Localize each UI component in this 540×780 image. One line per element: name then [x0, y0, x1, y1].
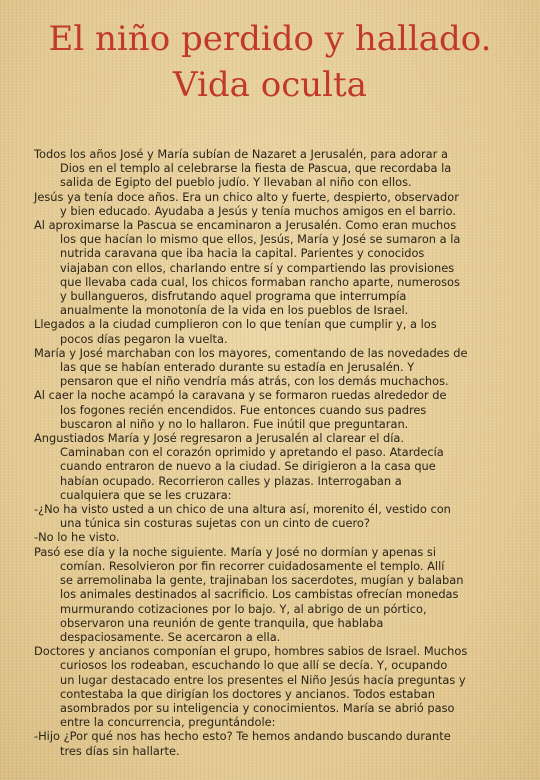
- title-line-2: Vida oculta: [173, 65, 367, 105]
- paragraph: Llegados a la ciudad cumplieron con lo que tenían que cumplir y, a los pocos días pegaron la vuelta.: [34, 317, 437, 346]
- dialogue-question: -Hijo ¿Por qué nos has hecho esto? Te hemos andando buscando durante tres días sin hallarte.: [34, 729, 451, 758]
- page-title: [0, 16, 540, 108]
- title-line-1: El niño perdido y hallado.: [48, 19, 492, 59]
- story-text: [34, 147, 510, 758]
- paragraph: Pasó ese día y la noche siguiente. María y José no dormían y apenas si comían. Resolvieron por fin recorrer cuidadosamente el templo. Allí se arremolinaba la gente, trajinaban los sacerdotes, mugían y balaban los animales destinados al sacrificio. Los cambistas ofrecían monedas murmurando cotizaciones por lo bajo. Y, al abrigo de un pórtico, observaron una reunión de gente tranquila, que hablaba despaciosamente. Se acercaron a ella.: [34, 544, 464, 644]
- paragraph: Doctores y ancianos componían el grupo, hombres sabios de Israel. Muchos curiosos los rodeaban, escuchando lo que allí se decía. Y, ocupando un lugar destacado entre los presentes el Niño Jesús hacía preguntas y contestaba la que dirigían los doctores y ancianos. Todos estaban asombrados por su inteligencia y conocimientos. María se abrió paso entre la concurrencia, preguntándole:: [34, 644, 468, 730]
- paragraph: Al caer la noche acampó la caravana y se formaron ruedas alrededor de los fogones recién encendidos. Fue entonces cuando sus padres buscaron al niño y no lo hallaron. Fue inútil que preguntaran.: [34, 388, 447, 431]
- dialogue-question: -¿No ha visto usted a un chico de una altura así, morenito él, vestido con una túnica sin costuras sujetas con un cinto de cuero?: [34, 502, 451, 531]
- paragraph: Todos los años José y María subían de Nazaret a Jerusalén, para adorar a Dios en el templo al celebrarse la fiesta de Pascua, que recordaba la salida de Egipto del pueblo judío. Y llevaban al niño con ellos.: [34, 147, 452, 190]
- paragraph: Angustiados María y José regresaron a Jerusalén al clarear el día. Caminaban con el corazón oprimido y apretando el paso. Atardecía cuando entraron de nuevo a la ciudad. Se dirigieron a la casa que habían ocupado. Recorrieron calles y plazas. Interrogaban a cualquiera que se les cruzara:: [34, 431, 444, 502]
- dialogue-answer: -No lo he visto.: [34, 530, 120, 545]
- paragraph: Jesús ya tenía doce años. Era un chico alto y fuerte, despierto, observador y bien educado. Ayudaba a Jesús y tenía muchos amigos en el barrio.: [34, 189, 459, 218]
- paragraph: Al aproximarse la Pascua se encaminaron a Jerusalén. Como eran muchos los que hacían lo mismo que ellos, Jesús, María y José se sumaron a la nutrida caravana que iba hacia la capital. Parientes y conocidos viajaban con ellos, charlando entre sí y compartiendo las provisiones que llevaba cada cual, los chicos formaban rancho aparte, numerosos y bullangueros, disfrutando aquel programa que interrumpía anualmente la monotonía de la vida en los pueblos de Israel.: [34, 218, 461, 318]
- paragraph: María y José marchaban con los mayores, comentando de las novedades de las que se habían enterado durante su estadía en Jerusalén. Y pensaron que el niño vendría más atrás, con los demás muchachos.: [34, 345, 468, 389]
